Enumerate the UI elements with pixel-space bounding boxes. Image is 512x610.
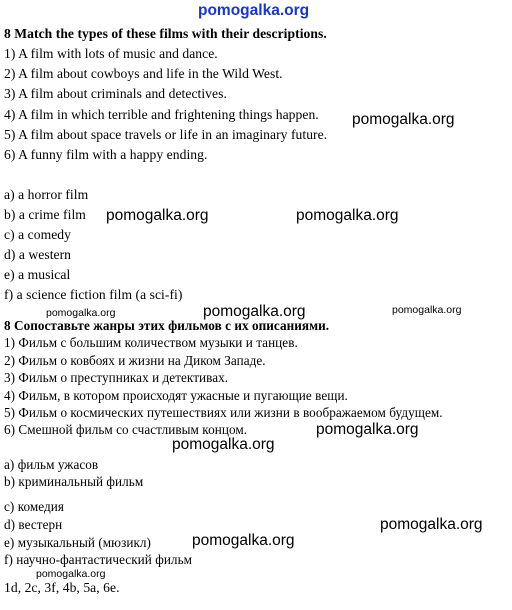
russian-film-type: f) научно-фантастический фильм bbox=[4, 552, 193, 567]
russian-description: 3) Фильм о преступниках и детективах. bbox=[4, 370, 229, 385]
russian-film-type: a) фильм ужасов bbox=[4, 457, 99, 472]
russian-description: 6) Смешной фильм со счастливым концом. bbox=[4, 422, 248, 437]
watermark: pomogalka.org bbox=[46, 307, 116, 319]
english-film-type: b) a crime film bbox=[4, 207, 86, 222]
watermark: pomogalka.org bbox=[392, 304, 462, 316]
russian-description: 1) Фильм с большим количеством музыки и танцев. bbox=[4, 335, 298, 350]
watermark: pomogalka.org bbox=[192, 532, 295, 549]
english-description: 4) A film in which terrible and frightening things happen. bbox=[4, 107, 319, 122]
russian-film-type: b) криминальный фильм bbox=[4, 474, 144, 489]
watermark: pomogalka.org bbox=[106, 207, 209, 224]
russian-description: 5) Фильм о космических путешествиях или жизни в воображаемом будущем. bbox=[4, 405, 443, 420]
answer-key: 1d, 2c, 3f, 4b, 5a, 6e. bbox=[4, 580, 120, 595]
english-description: 6) A funny film with a happy ending. bbox=[4, 147, 208, 162]
watermark: pomogalka.org bbox=[36, 568, 106, 580]
russian-film-type: c) комедия bbox=[4, 499, 64, 514]
watermark: pomogalka.org bbox=[380, 516, 483, 533]
russian-description: 4) Фильм, в котором происходят ужасные и пугающие вещи. bbox=[4, 388, 348, 403]
english-description: 2) A film about cowboys and life in the Wild West. bbox=[4, 66, 283, 81]
english-film-type: f) a science fiction film (a sci-fi) bbox=[4, 287, 183, 302]
english-exercise-heading: 8 Match the types of these films with their descriptions. bbox=[4, 26, 327, 41]
watermark: pomogalka.org bbox=[172, 436, 275, 453]
watermark: pomogalka.org bbox=[316, 421, 419, 438]
english-description: 3) A film about criminals and detectives. bbox=[4, 86, 227, 101]
russian-description: 2) Фильм о ковбоях и жизни на Диком Западе. bbox=[4, 353, 266, 368]
english-film-type: e) a musical bbox=[4, 267, 71, 282]
watermark-top: pomogalka.org bbox=[198, 2, 310, 19]
watermark: pomogalka.org bbox=[203, 303, 306, 320]
russian-film-type: d) вестерн bbox=[4, 517, 63, 532]
english-description: 5) A film about space travels or life in an imaginary future. bbox=[4, 127, 328, 142]
english-film-type: c) a comedy bbox=[4, 227, 71, 242]
russian-exercise-heading: 8 Сопоставьте жанры этих фильмов с их описаниями. bbox=[4, 318, 330, 333]
watermark: pomogalka.org bbox=[296, 207, 399, 224]
english-film-type: a) a horror film bbox=[4, 187, 89, 202]
russian-film-type: e) музыкальный (мюзикл) bbox=[4, 535, 151, 550]
english-film-type: d) a western bbox=[4, 247, 72, 262]
english-description: 1) A film with lots of music and dance. bbox=[4, 46, 218, 61]
watermark: pomogalka.org bbox=[352, 111, 455, 128]
